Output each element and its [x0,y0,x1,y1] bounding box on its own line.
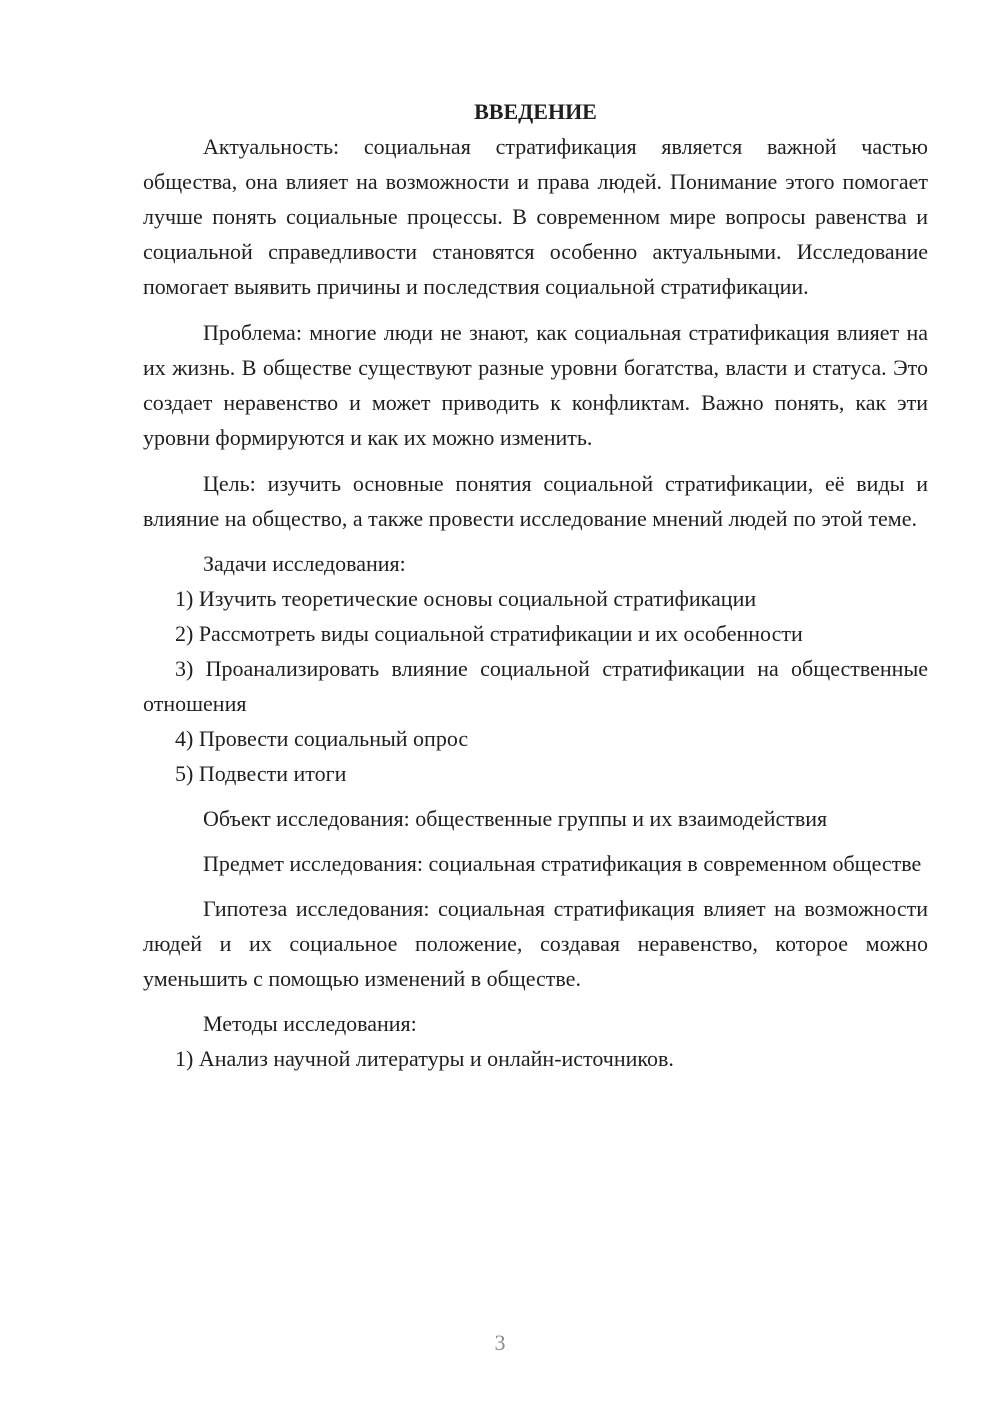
task-item-4: 4) Провести социальный опрос [175,726,469,751]
subject-paragraph: Предмет исследования: социальная стратификация в современном обществе [203,851,922,876]
methods-heading: Методы исследования: [203,1011,417,1036]
task-item-1: 1) Изучить теоретические основы социальной стратификации [175,586,757,611]
method-item-1: 1) Анализ научной литературы и онлайн-источников. [175,1046,674,1071]
page-title: ВВЕДЕНИЕ [474,99,597,124]
problem-paragraph: Проблема: многие люди не знают, как социальная стратификация влияет на их жизнь. В обществе существуют разные уровни богатства, власти и статуса. Это создает неравенство и может приводить к конфликтам. Важно понять, как эти уровни формируются и как их можно изменить. [143,320,928,450]
object-paragraph: Объект исследования: общественные группы и их взаимодействия [203,806,828,831]
task-item-5: 5) Подвести итоги [175,761,347,786]
task-item-2: 2) Рассмотреть виды социальной стратификации и их особенности [175,621,803,646]
page-number: 3 [494,1330,506,1355]
task-item-3: 3) Проанализировать влияние социальной стратификации на общественные отношения [143,656,928,716]
hypothesis-paragraph: Гипотеза исследования: социальная стратификация влияет на возможности людей и их социальное положение, создавая неравенство, которое можно уменьшить с помощью изменений в обществе. [143,896,928,991]
tasks-heading: Задачи исследования: [203,551,406,576]
relevance-paragraph: Актуальность: социальная стратификация является важной частью общества, она влияет на возможности и права людей. Понимание этого помогает лучше понять социальные процессы. В современном мире вопросы равенства и социальной справедливости становятся особенно актуальными. Исследование помогает выявить причины и последствия социальной стратификации. [143,134,928,299]
goal-paragraph: Цель: изучить основные понятия социальной стратификации, её виды и влияние на общество, а также провести исследование мнений людей по этой теме. [143,471,928,531]
